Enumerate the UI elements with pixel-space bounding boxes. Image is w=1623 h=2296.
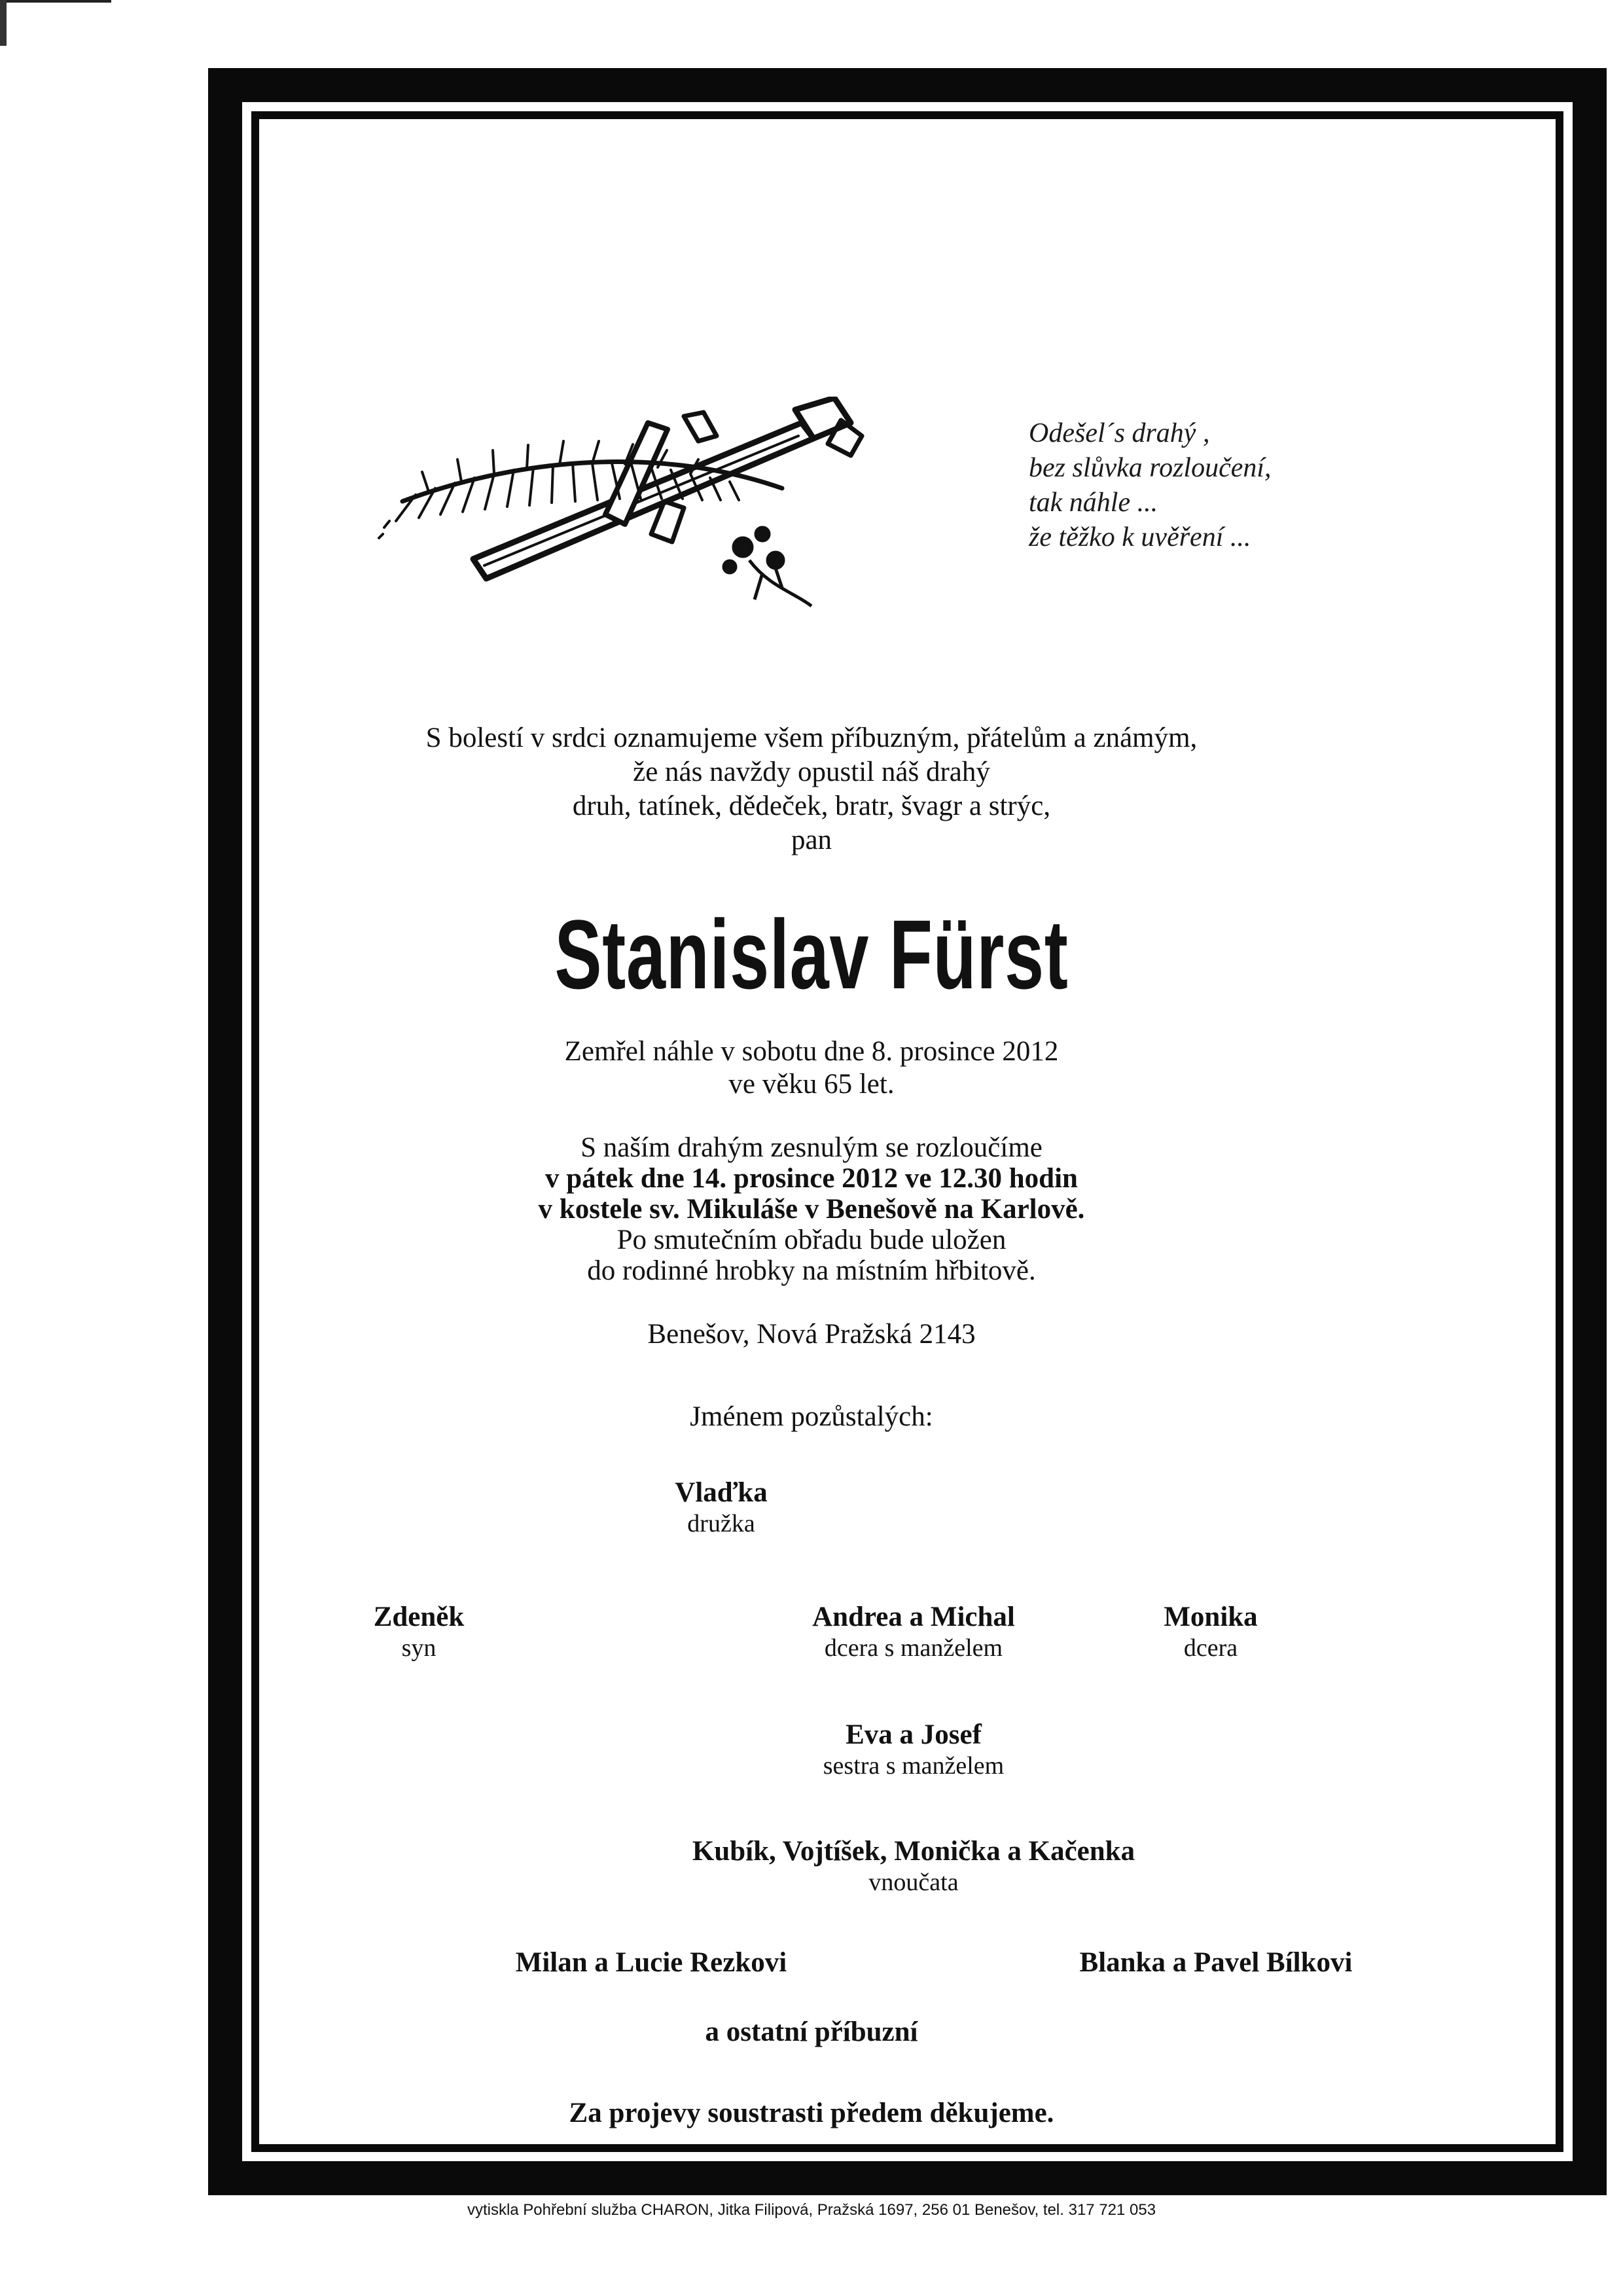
poem-line: bez slůvka rozloučení, xyxy=(1029,453,1272,483)
ceremony-info xyxy=(0,1132,1623,1286)
cross-with-palm-icon xyxy=(376,397,880,613)
mourner-name: Blanka a Pavel Bílkovi xyxy=(1079,1947,1353,1978)
mourner-sister-family xyxy=(685,1719,1143,1780)
poem-line: Odešel´s drahý , xyxy=(1029,418,1210,448)
scan-corner-mark xyxy=(0,0,111,3)
ceremony-datetime: v pátek dne 14. prosince 2012 ve 12.30 hodin xyxy=(545,1163,1078,1194)
mourner-relation: vnoučata xyxy=(868,1869,959,1896)
scan-corner-mark-vertical xyxy=(0,0,7,46)
death-info xyxy=(0,1035,1623,1101)
mourner-name: Eva a Josef xyxy=(846,1719,982,1750)
mourner-name: Vlaďka xyxy=(675,1477,768,1508)
age-line: ve věku 65 let. xyxy=(728,1069,895,1100)
mourner-daughter xyxy=(982,1601,1440,1662)
deceased-name: Stanislav Fürst xyxy=(554,899,1069,1009)
death-date-line: Zemřel náhle v sobotu dne 8. prosince 2012 xyxy=(564,1036,1059,1067)
other-relatives: a ostatní příbuzní xyxy=(705,2017,918,2047)
ceremony-line: do rodinné hrobky na místním hřbitově. xyxy=(587,1255,1036,1286)
mourner-name: Monika xyxy=(1164,1602,1258,1632)
mourner-family-right xyxy=(987,1946,1445,1979)
mourner-name: Kubík, Vojtíšek, Monička a Kačenka xyxy=(692,1836,1135,1867)
mourner-relation: sestra s manželem xyxy=(823,1752,1005,1780)
mourner-grandchildren xyxy=(521,1835,1306,1897)
announcement-intro xyxy=(0,721,1623,857)
poem-line: tak náhle ... xyxy=(1029,488,1158,518)
printer-footer: vytiskla Pohřební služba CHARON, Jitka Filipová, Pražská 1697, 256 01 Benešov, tel. 317 721 053 xyxy=(467,2201,1156,2219)
intro-line: S bolestí v srdci oznamujeme všem příbuzným, přátelům a známým, xyxy=(425,723,1198,753)
poem-verse xyxy=(1029,416,1448,555)
ceremony-place: v kostele sv. Mikuláše v Benešově na Karlově. xyxy=(538,1194,1085,1225)
mourner-name: Zdeněk xyxy=(373,1602,465,1632)
intro-line: že nás navždy opustil náš drahý xyxy=(633,757,990,787)
mourner-relation: dcera s manželem xyxy=(824,1634,1003,1662)
mourner-relation: syn xyxy=(401,1634,437,1662)
ceremony-line: S naším drahým zesnulým se rozloučíme xyxy=(580,1132,1043,1163)
intro-line: pan xyxy=(791,825,832,855)
mourner-family-left xyxy=(422,1946,880,1979)
ceremony-line: Po smutečním obřadu bude uložen xyxy=(616,1225,1007,1255)
address: Benešov, Nová Pražská 2143 xyxy=(647,1319,976,1350)
intro-line: druh, tatínek, dědeček, bratr, švagr a strýc, xyxy=(572,791,1051,821)
mourner-son xyxy=(190,1601,648,1662)
mourner-relation: družka xyxy=(687,1510,755,1537)
mourner-relation: dcera xyxy=(1183,1634,1238,1662)
poem-line: že těžko k uvěření ... xyxy=(1029,522,1251,552)
thanks-line: Za projevy soustrasti předem děkujeme. xyxy=(569,2098,1054,2128)
mourner-partner xyxy=(492,1477,950,1538)
mourner-name: Andrea a Michal xyxy=(812,1602,1015,1632)
mourner-name: Milan a Lucie Rezkovi xyxy=(515,1947,787,1978)
on-behalf-heading: Jménem pozůstalých: xyxy=(690,1401,933,1432)
